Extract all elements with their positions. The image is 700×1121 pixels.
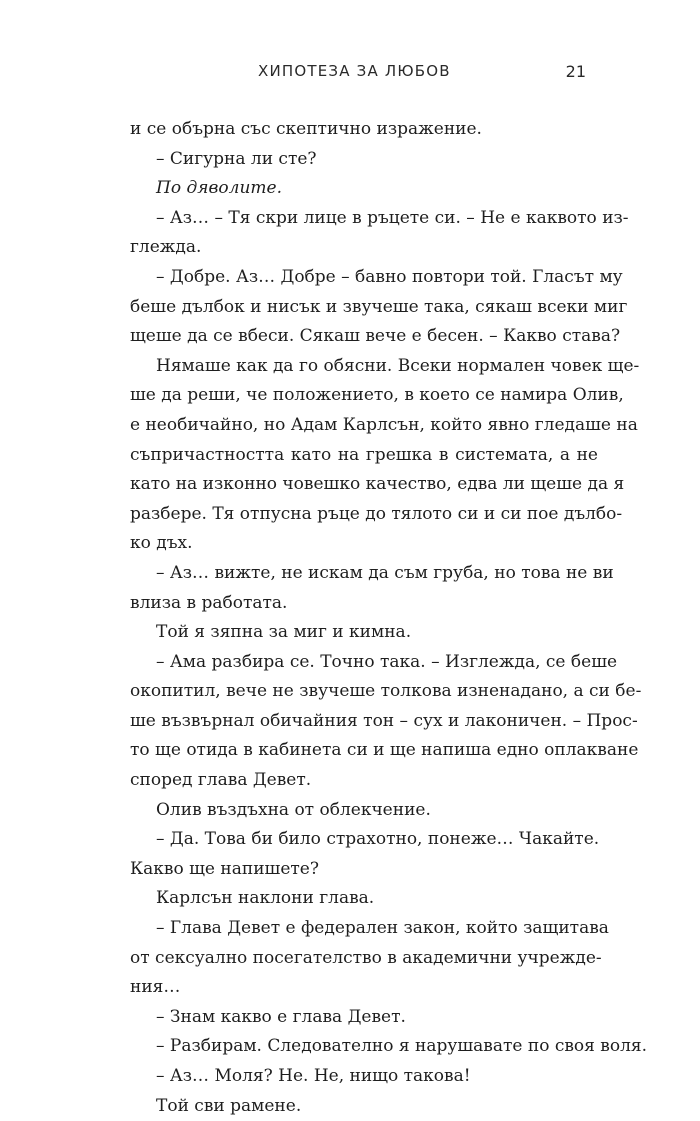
text-line: Нямаше как да го обясни. Всеки нормален човек ще- (156, 355, 640, 376)
running-head-title: ХИПОТЕЗА ЗА ЛЮБОВ (258, 62, 451, 80)
text-line: ко дъх. (130, 533, 193, 554)
text-line: Олив въздъхна от облекчение. (156, 799, 431, 820)
text-line: – Глава Девет е федерален закон, който защитава (156, 918, 609, 939)
text-line: Той я зяпна за миг и кимна. (156, 622, 412, 643)
text-line: като на изконно човешко качество, едва ли щеше да я (130, 474, 625, 495)
text-line: – Да. Това би било страхотно, понеже… Чакайте. (156, 829, 600, 850)
page-number: 21 (565, 62, 586, 81)
text-line: – Разбирам. Следователно я нарушавате по своя воля. (156, 1036, 648, 1057)
text-line: окопитил, вече не звучеше толкова изненадано, а си бе- (130, 681, 642, 702)
text-line: разбере. Тя отпусна ръце до тялото си и си пое дълбо- (130, 503, 623, 524)
text-line: – Сигурна ли сте? (156, 148, 317, 169)
text-line: – Знам какво е глава Девет. (156, 1006, 406, 1027)
text-line: от сексуално посегателство в академични учрежде- (130, 947, 602, 968)
text-line: беше дълбок и нисък и звучеше така, сякаш всеки миг (130, 296, 628, 317)
text-line: според глава Девет. (130, 770, 312, 791)
text-line: съпричастността като на грешка в системата, а не (130, 444, 598, 465)
text-line: – Аз… Моля? Не. Не, нищо такова! (156, 1066, 471, 1086)
text-line: Карлсън наклони глава. (156, 888, 375, 909)
text-line: – Добре. Аз… Добре – бавно повтори той. Гласът му (156, 266, 623, 287)
text-line: глежда. (130, 237, 202, 258)
text-line: По дяволите. (156, 178, 282, 199)
text-line: ше да реши, че положението, в което се намира Олив, (130, 385, 624, 406)
text-line: Какво ще напишете? (130, 858, 319, 879)
text-line: ше възвърнал обичайния тон – сух и лаконичен. – Прос- (130, 710, 638, 731)
text-line: – Ама разбира се. Точно така. – Изглежда, се беше (156, 651, 618, 672)
text-line: ния… (130, 977, 181, 998)
text-line: е необичайно, но Адам Карлсън, който явно гледаше на (130, 414, 638, 435)
text-line: – Аз… вижте, не искам да съм груба, но това не ви (156, 562, 614, 583)
body-text (130, 115, 648, 1121)
text-line: и се обърна със скептично изражение. (130, 119, 482, 139)
text-line: – Аз… – Тя скри лице в ръцете си. – Не е каквото из- (156, 207, 629, 228)
text-line: щеше да се вбеси. Сякаш вече е бесен. – Какво става? (130, 326, 621, 347)
text-line: влиза в работата. (130, 592, 288, 613)
text-line: то ще отида в кабинета си и ще напиша едно оплакване (130, 740, 639, 761)
text-line: Той сви рамене. (156, 1095, 302, 1116)
